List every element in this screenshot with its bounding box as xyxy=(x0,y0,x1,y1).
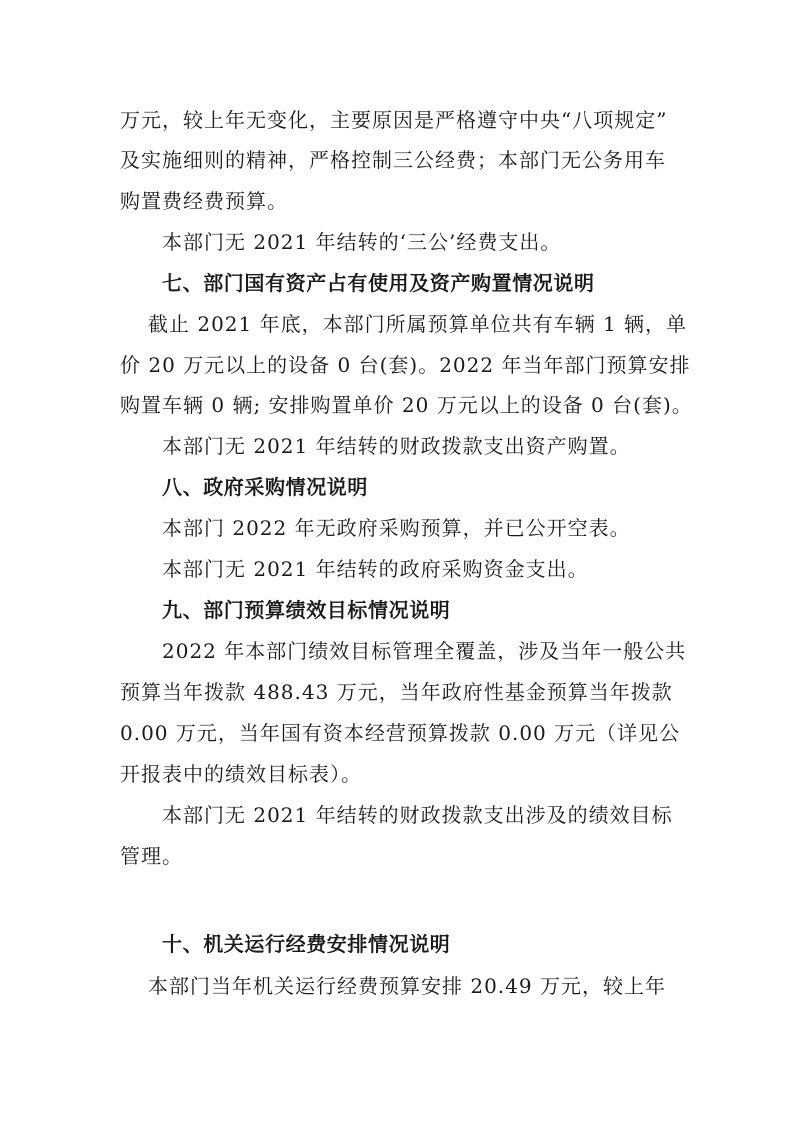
paragraph-line: 管理。 xyxy=(120,844,183,868)
paragraph-line: 本部门无 2021 年结转的政府采购资金支出。 xyxy=(162,557,589,581)
paragraph-line: 购置车辆 0 辆; 安排购置单价 20 万元以上的设备 0 台(套)。 xyxy=(120,393,693,417)
paragraph-line: 本部门无 2021 年结转的‘三公’经费支出。 xyxy=(162,230,562,254)
paragraph-line: 预算当年拨款 488.43 万元，当年政府性基金预算当年拨款 xyxy=(120,680,673,704)
section-heading: 十、机关运行经费安排情况说明 xyxy=(162,932,451,956)
paragraph-line: 0.00 万元，当年国有资本经营预算拨款 0.00 万元（详见公 xyxy=(120,721,681,745)
paragraph-line: 2022 年本部门绩效目标管理全覆盖，涉及当年一般公共 xyxy=(162,639,687,663)
paragraph-line: 购置费经费预算。 xyxy=(120,189,288,213)
paragraph-line: 本部门无 2021 年结转的财政拨款支出资产购置。 xyxy=(162,434,631,458)
section-heading: 九、部门预算绩效目标情况说明 xyxy=(162,598,451,622)
paragraph-line: 本部门当年机关运行经费预算安排 20.49 万元，较上年 xyxy=(148,974,666,998)
paragraph-line: 及实施细则的精神，严格控制三公经费；本部门无公务用车 xyxy=(120,148,666,172)
paragraph-line: 本部门 2022 年无政府采购预算，并已公开空表。 xyxy=(162,516,631,540)
section-heading: 八、政府采购情况说明 xyxy=(162,475,368,499)
paragraph-line: 截止 2021 年底，本部门所属预算单位共有车辆 1 辆，单 xyxy=(148,312,688,336)
paragraph-line: 本部门无 2021 年结转的财政拨款支出涉及的绩效目标 xyxy=(162,803,673,827)
section-heading: 七、部门国有资产占有使用及资产购置情况说明 xyxy=(162,271,595,295)
paragraph-line: 万元，较上年无变化，主要原因是严格遵守中央“八项规定” xyxy=(120,108,668,132)
paragraph-line: 价 20 万元以上的设备 0 台(套)。2022 年当年部门预算安排 xyxy=(120,353,691,377)
paragraph-line: 开报表中的绩效目标表）。 xyxy=(120,762,362,786)
